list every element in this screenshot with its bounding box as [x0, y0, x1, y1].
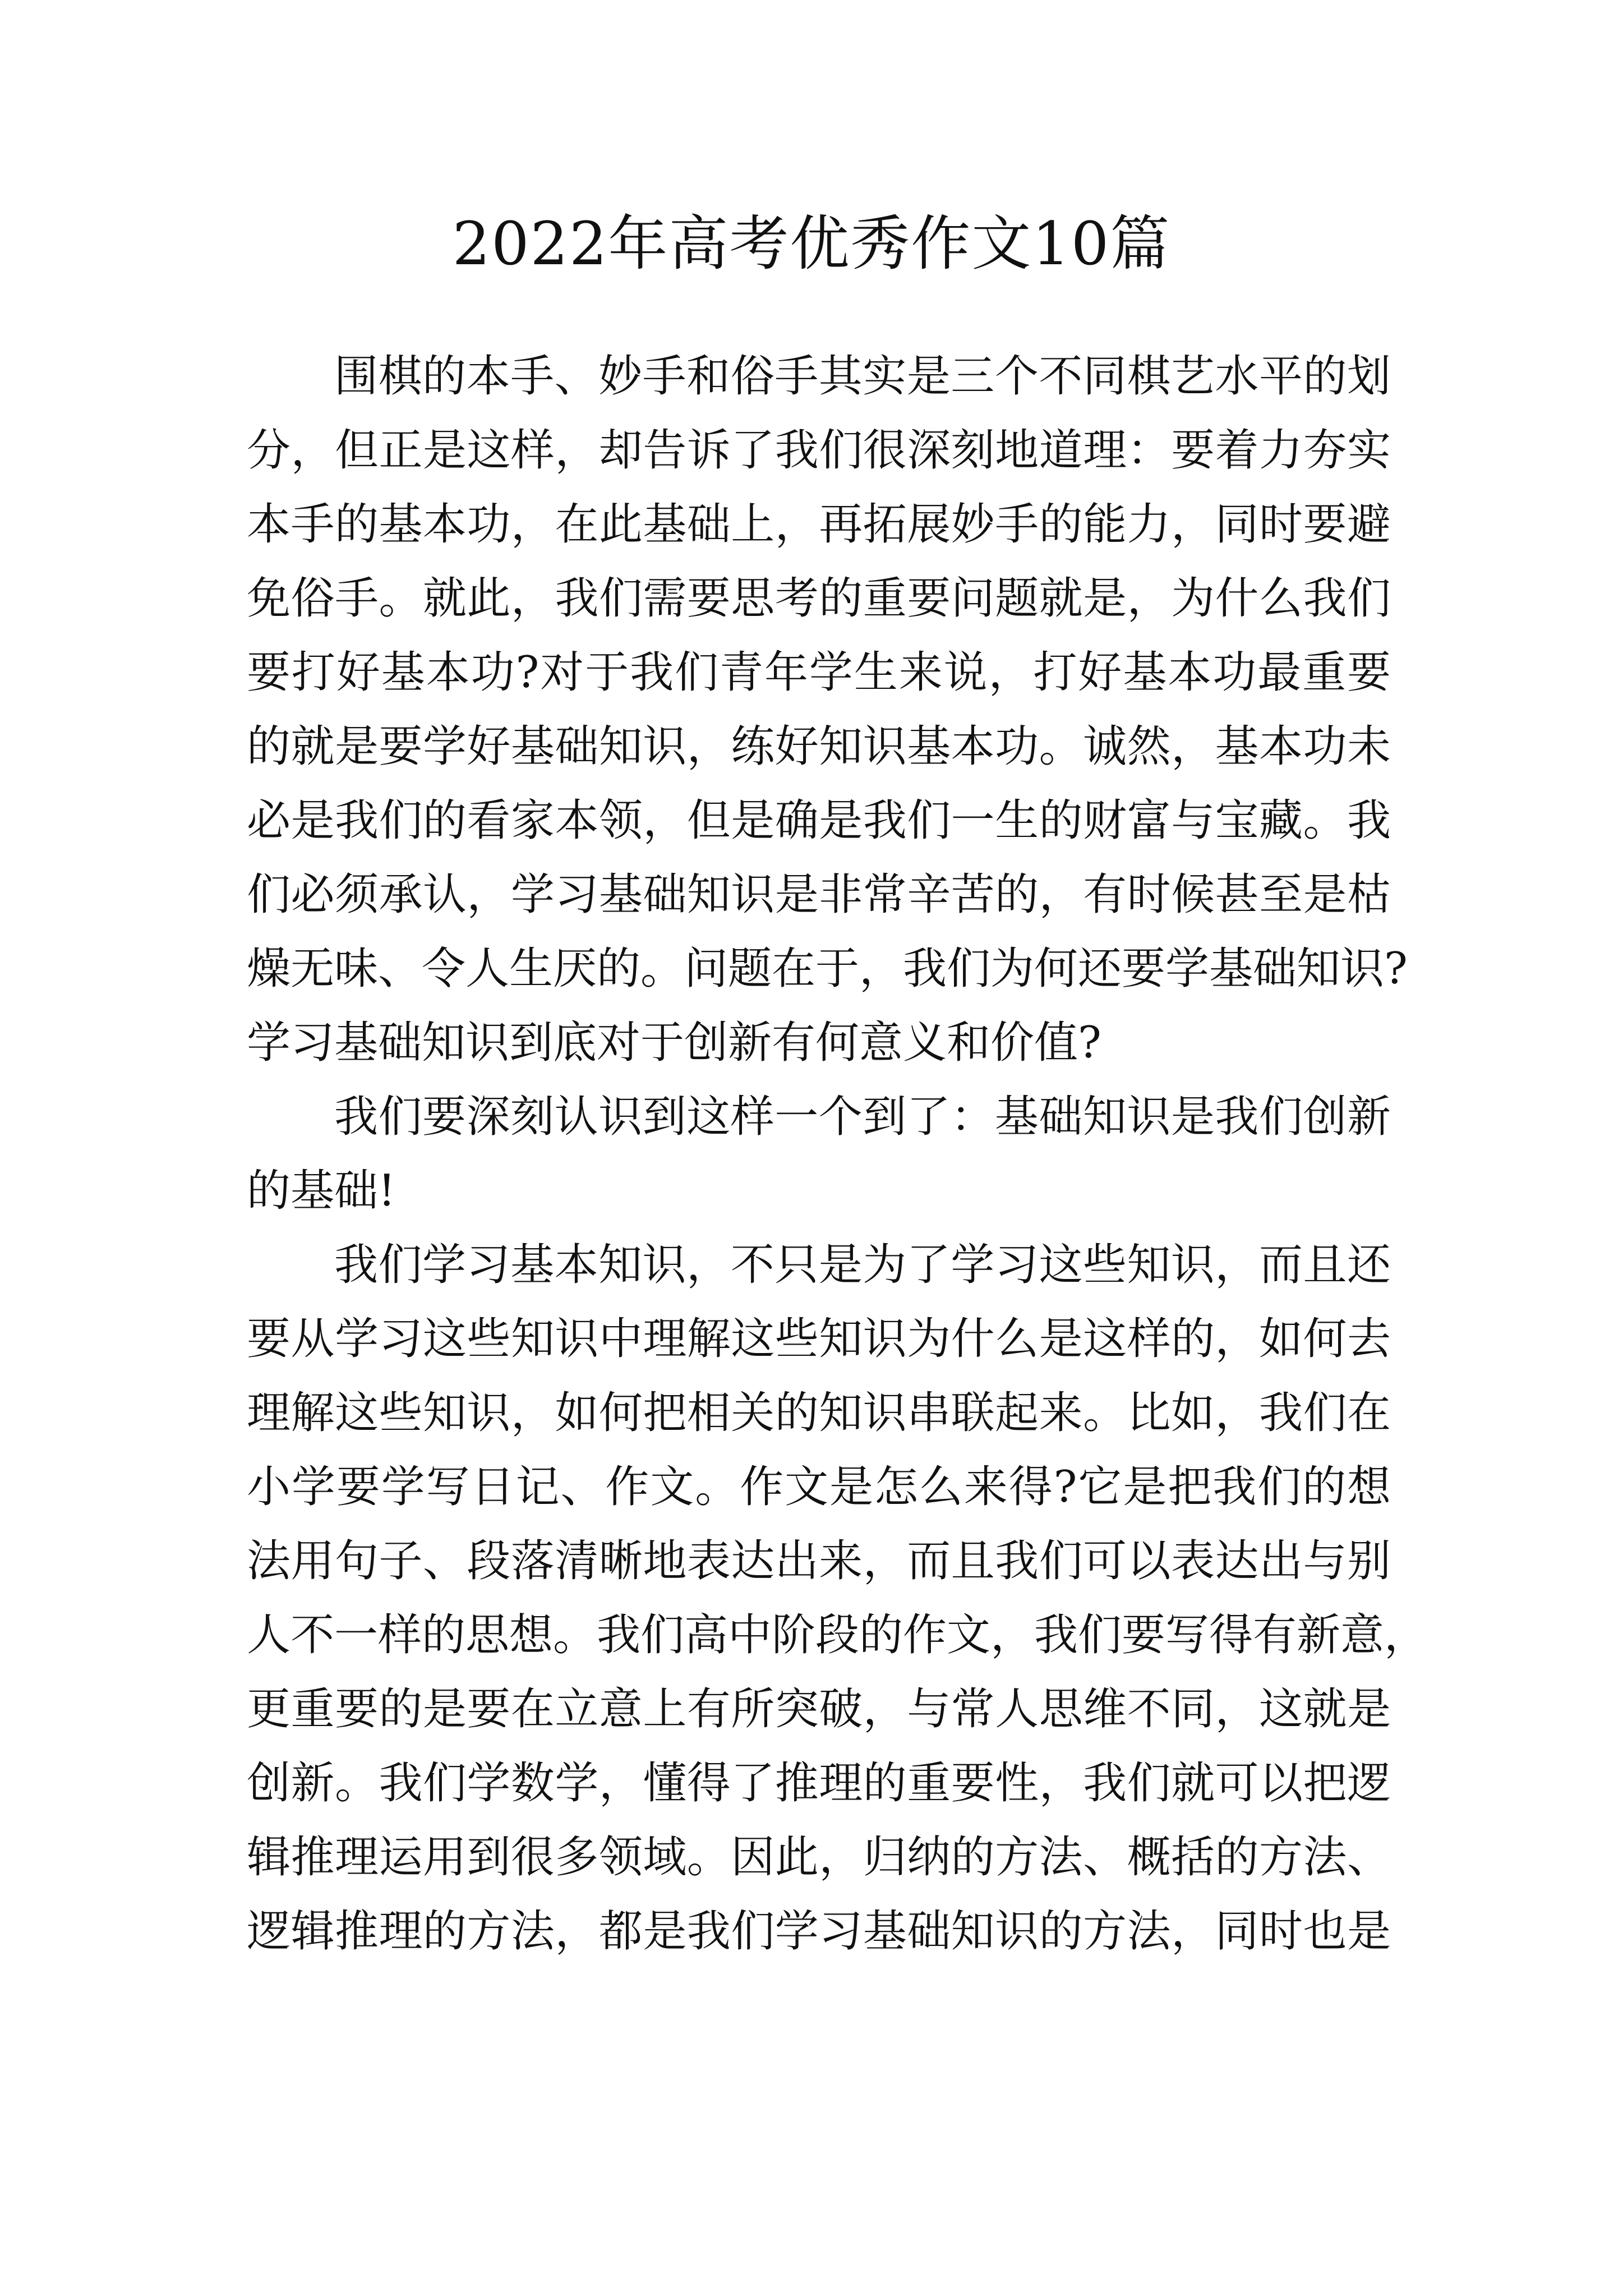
document-title: 2022年高考优秀作文10篇	[452, 209, 1171, 278]
text-line: 免俗手。就此，我们需要思考的重要问题就是，为什么我们	[247, 573, 1391, 624]
text-line: 学习基础知识到底对于创新有何意义和价值?	[247, 1018, 1101, 1068]
text-line: 法用句子、段落清晰地表达出来，而且我们可以表达出与别	[247, 1536, 1391, 1586]
text-line: 我们学习基本知识，不只是为了学习这些知识，而且还	[334, 1240, 1391, 1290]
text-line: 人不一样的思想。我们高中阶段的作文，我们要写得有新意，	[247, 1610, 1428, 1660]
text-line: 逻辑推理的方法，都是我们学习基础知识的方法，同时也是	[247, 1906, 1391, 1957]
text-line: 们必须承认，学习基础知识是非常辛苦的，有时候甚至是枯	[247, 869, 1391, 920]
text-line: 要从学习这些知识中理解这些知识为什么是这样的，如何去	[247, 1314, 1391, 1364]
text-line: 我们要深刻认识到这样一个到了：基础知识是我们创新	[334, 1092, 1391, 1142]
text-line: 的基础!	[247, 1166, 396, 1216]
text-line: 必是我们的看家本领，但是确是我们一生的财富与宝藏。我	[247, 795, 1391, 846]
text-line: 辑推理运用到很多领域。因此，归纳的方法、概括的方法、	[247, 1832, 1391, 1883]
text-line: 更重要的是要在立意上有所突破，与常人思维不同，这就是	[247, 1684, 1391, 1734]
text-line: 要打好基本功?对于我们青年学生来说，打好基本功最重要	[247, 647, 1391, 698]
document-body	[247, 339, 1428, 1968]
text-line: 燥无味、令人生厌的。问题在于，我们为何还要学基础知识?	[247, 944, 1408, 994]
text-line: 理解这些知识，如何把相关的知识串联起来。比如，我们在	[247, 1388, 1391, 1438]
text-line: 分，但正是这样，却告诉了我们很深刻地道理：要着力夯实	[247, 425, 1391, 476]
text-line: 创新。我们学数学，懂得了推理的重要性，我们就可以把逻	[247, 1758, 1391, 1809]
text-line: 本手的基本功，在此基础上，再拓展妙手的能力，同时要避	[247, 499, 1391, 550]
text-line: 围棋的本手、妙手和俗手其实是三个不同棋艺水平的划	[334, 351, 1391, 402]
text-line: 小学要学写日记、作文。作文是怎么来得?它是把我们的想	[247, 1462, 1391, 1512]
text-line: 的就是要学好基础知识，练好知识基本功。诚然，基本功未	[247, 721, 1391, 772]
